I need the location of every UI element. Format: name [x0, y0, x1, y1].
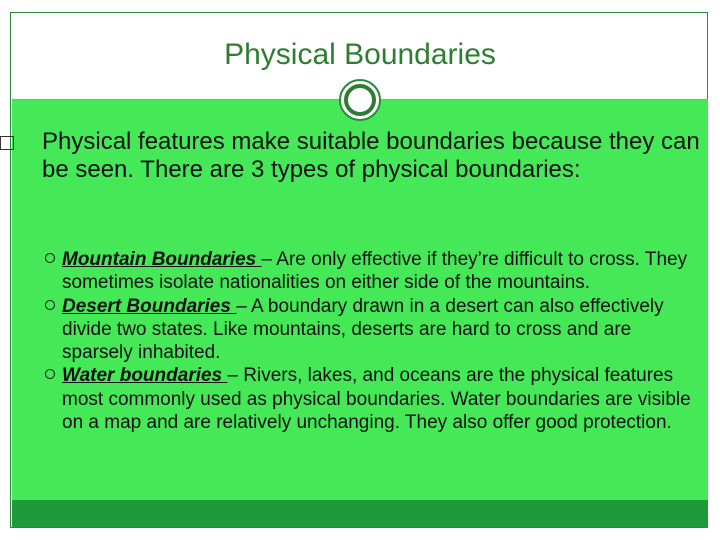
- list-item: [0, 364, 704, 434]
- square-bullet-icon: □: [0, 129, 14, 155]
- sub-bullet-term: Water boundaries: [62, 365, 228, 387]
- main-bullet-text: Physical features make suitable boundaries because they can be seen. There are 3 types of physical boundaries:: [42, 128, 700, 183]
- circle-ornament-icon: [339, 79, 381, 121]
- slide-title: Physical Boundaries: [224, 38, 496, 71]
- sub-bullet-text: – A boundary drawn in a desert can also effectively divide two states. Like mountains, deserts are hard to cross and are sparsely inhabited.: [62, 295, 664, 364]
- sub-bullet-list: [0, 248, 704, 434]
- sub-bullet-text: – Are only effective if they’re difficult to cross. They sometimes isolate nationalities on either side of the mountains.: [62, 249, 688, 294]
- sub-bullet-term: Mountain Boundaries: [62, 249, 262, 270]
- ring-bullet-icon: [45, 369, 55, 379]
- list-item: [0, 248, 704, 295]
- ring-bullet-icon: [45, 300, 55, 310]
- sub-bullet-term: Desert Boundaries: [62, 295, 237, 317]
- footer-bar: [12, 500, 708, 527]
- main-bullet: [0, 128, 700, 184]
- ring-bullet-icon: [45, 253, 55, 263]
- sub-bullet-text: – Rivers, lakes, and oceans are the physical features most commonly used as physical boundaries. Water boundaries are visible on a map and are relatively unchanging. They also offer good protection.: [62, 365, 691, 434]
- list-item: [0, 295, 704, 365]
